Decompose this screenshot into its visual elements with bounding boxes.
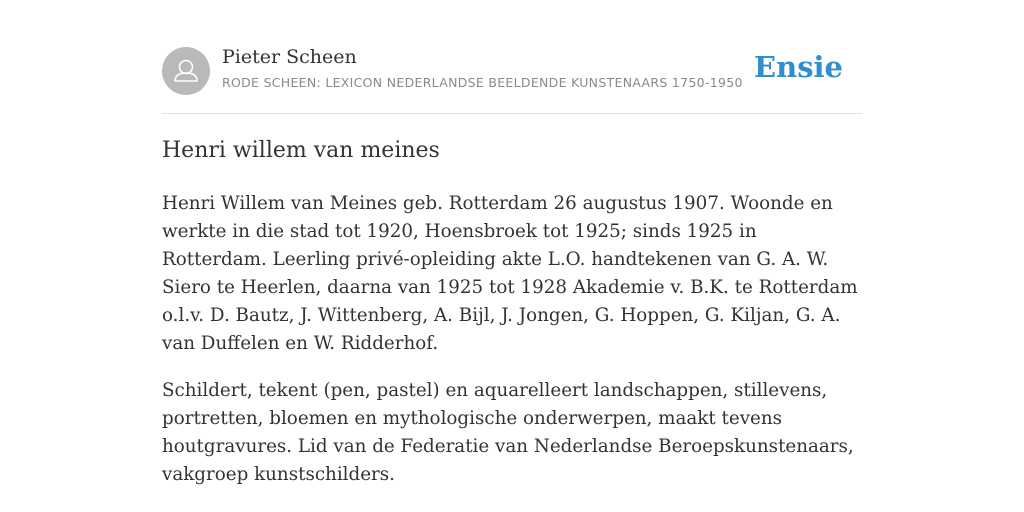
user-icon (162, 47, 210, 95)
entry-header (162, 0, 862, 114)
entry-paragraph: Schildert, tekent (pen, pastel) en aquarelleert landschappen, stillevens, portretten, bloemen en mythologische onderwerpen, maakt tevens houtgravures. Lid van de Federatie van Nederlandse Beroepskunstenaars, vakgroep kunstschilders. (162, 380, 854, 485)
entry-paragraph: Henri Willem van Meines geb. Rotterdam 26 augustus 1907. Woonde en werkte in die stad tot 1920, Hoensbroek tot 1925; sinds 1925 in Rotterdam. Leerling privé-opleiding akte L.O. handtekenen van G. A. W. Siero te Heerlen, daarna van 1925 tot 1928 Akademie v. B.K. te Rotterdam o.l.v. D. Bautz, J. Wittenberg, A. Bijl, J. Jongen, G. Hoppen, G. Kiljan, G. A. van Duffelen en W. Ridderhof. (162, 193, 858, 354)
entry-card (162, 0, 862, 485)
author-avatar[interactable] (162, 47, 210, 95)
entry-body (162, 190, 864, 508)
author-name[interactable]: Pieter Scheen (222, 46, 357, 68)
entry-title: Henri willem van meines (162, 138, 440, 163)
ensie-logo[interactable]: Ensie (754, 50, 843, 84)
source-title[interactable]: RODE SCHEEN: LEXICON NEDERLANDSE BEELDENDE KUNSTENAARS 1750-1950 (222, 75, 743, 90)
